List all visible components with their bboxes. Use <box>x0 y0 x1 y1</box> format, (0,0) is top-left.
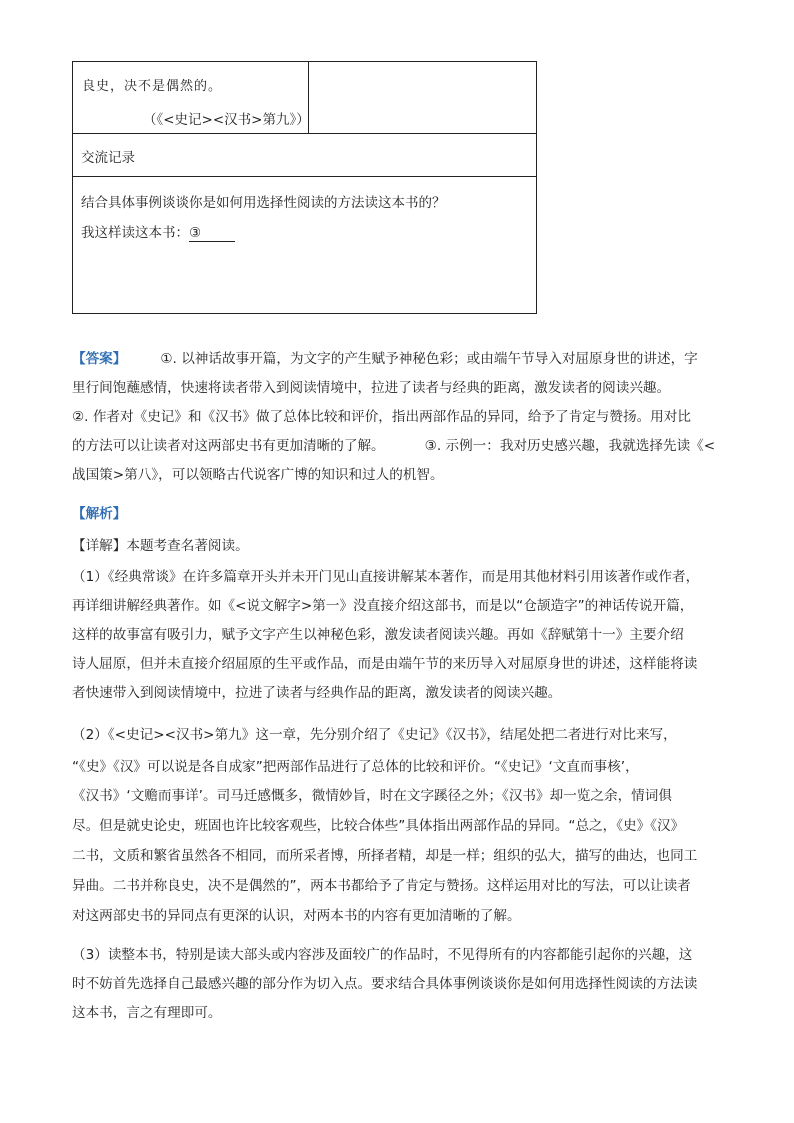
analysis-line: 诗人屈原，但并未直接介绍屈原的生平或作品，而是由端午节的来历导入对屈原身世的讲述，这样能将读 <box>72 656 698 672</box>
answer-line-5: 战国策>第八》，可以领略古代说客广博的知识和过人的机智。 <box>72 467 444 483</box>
analysis-line: 再详细讲解经典著作。如《<说文解字>第一》没直接介绍这部书，而是以“仓颉造字”的神话传说开篇， <box>72 598 694 614</box>
analysis-detail: 【详解】本题考查名著阅读。 <box>72 538 249 554</box>
answer-line-2: 里行间饱蘸感情，快速将读者带入到阅读情境中，拉进了读者与经典的距离，激发读者的阅读兴趣。 <box>72 380 671 396</box>
analysis-line: 这本书，言之有理即可。 <box>72 1005 222 1021</box>
quote-source: （《<史记><汉书>第九》） <box>143 112 310 128</box>
reading-record-table <box>72 61 537 314</box>
analysis-line: 《汉书》‘文赡而事详’。司马迁感慨多，微情妙旨，时在文字蹊径之外；《汉书》却一览之余，情词俱 <box>72 788 672 804</box>
quote-text: 良史，决不是偶然的。 <box>82 79 223 94</box>
quote-cell <box>73 62 309 134</box>
question-text: 结合具体事例谈谈你是如何用选择性阅读的方法读这本书的？ <box>81 195 446 211</box>
analysis-tag: 【解析】 <box>72 506 127 522</box>
analysis-line: 异曲。二书并称良史，决不是偶然的”，两本书都给予了肯定与赞扬。这样运用对比的写法，可以让读者 <box>72 878 691 894</box>
analysis-line: 对这两部史书的异同点有更深的认识，对两本书的内容有更加清晰的了解。 <box>72 908 521 924</box>
empty-cell <box>309 62 537 134</box>
answer-prefix: 我这样读这本书： <box>81 225 189 241</box>
answer-line-1: 【答案】 ①. 以神话故事开篇，为文字的产生赋予神秘色彩；或由端午节导入对屈原身世的讲述，字 <box>72 351 698 367</box>
analysis-line: 者快速带入到阅读情境中，拉进了读者与经典作品的距离，激发读者的阅读兴趣。 <box>72 685 562 701</box>
analysis-line: （3）读整本书，特别是读大部头或内容涉及面较广的作品时，不见得所有的内容都能引起你的兴趣，这 <box>72 947 693 963</box>
analysis-line: （1）《经典常谈》在许多篇章开头并未开门见山直接讲解某本著作，而是用其他材料引用该著作或作者， <box>72 569 700 585</box>
analysis-line: “《史》《汉》可以说是各自成家”把两部作品进行了总体的比较和评价。“《史记》‘文直而事核’， <box>72 759 639 775</box>
analysis-line: 时不妨首先选择自己最感兴趣的部分作为切入点。要求结合具体事例谈谈你是如何用选择性阅读的方法读 <box>72 976 698 992</box>
answer-line-3: ②. 作者对《史记》和《汉书》做了总体比较和评价，指出两部作品的异同，给予了肯定与赞扬。用对比 <box>72 409 691 425</box>
answer-blank: ③ <box>189 225 235 242</box>
answer-line-4: 的方法可以让读者对这两部史书有更加清晰的了解。 ③. 示例一：我对历史感兴趣，我就选择先读《< <box>72 438 716 454</box>
analysis-line: 这样的故事富有吸引力，赋予文字产生以神秘色彩，激发读者阅读兴趣。再如《辞赋第十一》主要介绍 <box>72 627 684 643</box>
answer-tag: 【答案】 <box>72 351 127 367</box>
answer-line <box>81 221 536 242</box>
analysis-line: 尽。但是就史论史，班固也许比较客观些，比较合体些”具体指出两部作品的异同。“总之，《史》《汉》 <box>72 818 685 834</box>
analysis-line: 二书，文质和繁省虽然各不相同，而所采者博，所择者精，却是一样；组织的弘大，描写的曲达，也同工 <box>72 848 698 864</box>
analysis-line: （2）《<史记><汉书>第九》这一章，先分别介绍了《史记》《汉书》，结尾处把二者进行对比来写， <box>72 727 677 743</box>
exchange-record-cell <box>73 134 537 177</box>
question-cell <box>73 177 537 314</box>
exchange-record-label: 交流记录 <box>81 150 135 166</box>
